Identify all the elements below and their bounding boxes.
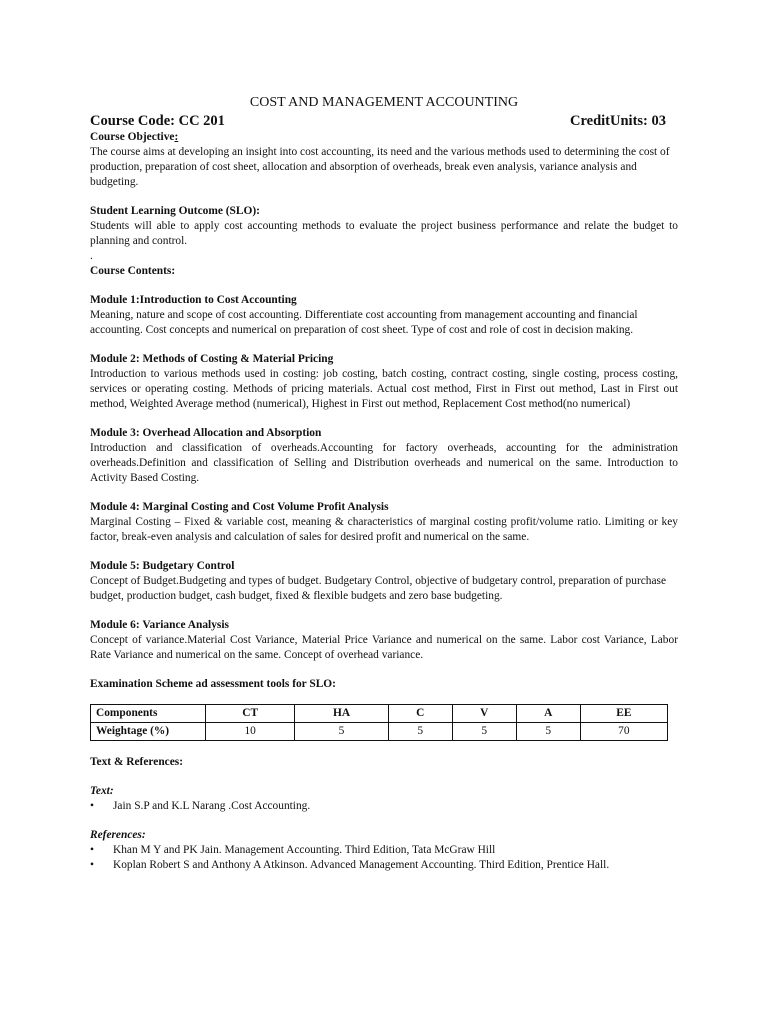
- list-item-text: Jain S.P and K.L Narang .Cost Accounting.: [113, 800, 311, 812]
- objective-heading-text: Course Objective: [90, 131, 175, 143]
- objective-heading: [90, 130, 678, 145]
- module-6-text: Concept of variance.Material Cost Variance, Material Price Variance and numerical on the same. Labor cost Variance, Labor Rate Variance and numerical on the same. Concept of overhead variance.: [90, 634, 678, 661]
- module-1-heading: Module 1:Introduction to Cost Accounting: [90, 294, 297, 306]
- text-heading: Text:: [90, 785, 114, 797]
- bullet-icon: •: [90, 844, 94, 856]
- references-section-heading: Text & References:: [90, 756, 183, 768]
- column-header: A: [516, 705, 580, 723]
- module-4-text: Marginal Costing – Fixed & variable cost, meaning & characteristics of marginal costing profit/volume ratio. Limiting or key factor, break-even analysis and calculation of sales for desired profit and numerical on the same.: [90, 516, 678, 543]
- bullet-icon: •: [90, 800, 94, 812]
- module-5-heading: Module 5: Budgetary Control: [90, 560, 235, 572]
- module-2-text: Introduction to various methods used in costing: job costing, batch costing, contract costing, single costing, process costing, services or operating costing. Methods of pricing materials. Actual cost method, First in First out method, Last in First out method, Weighted Average method (numerical), Highest in First out method, Replacement Cost method(no numerical): [90, 368, 678, 410]
- spacer: [90, 604, 678, 618]
- slo-text: Students will able to apply cost accounting methods to evaluate the project business performance and relate the budget to planning and control.: [90, 220, 678, 247]
- weight-cell: 70: [580, 723, 667, 741]
- course-contents-heading: Course Contents:: [90, 265, 176, 277]
- credit-units: CreditUnits: 03: [570, 113, 666, 129]
- weightage-label: Weightage (%): [91, 723, 206, 741]
- spacer: [90, 814, 678, 828]
- column-header: HA: [295, 705, 388, 723]
- references-heading: References:: [90, 829, 146, 841]
- column-header: EE: [580, 705, 667, 723]
- spacer: [90, 663, 678, 677]
- list-item-text: Koplan Robert S and Anthony A Atkinson. Advanced Management Accounting. Third Edition, Prentice Hall.: [113, 859, 610, 871]
- text-list: [90, 799, 678, 814]
- exam-table: [90, 704, 668, 741]
- spacer: [90, 338, 678, 352]
- slo-heading: Student Learning Outcome (SLO):: [90, 205, 260, 217]
- column-header: CT: [206, 705, 295, 723]
- spacer: [90, 741, 678, 755]
- module-4-heading: Module 4: Marginal Costing and Cost Volume Profit Analysis: [90, 501, 389, 513]
- document-content: [90, 95, 678, 873]
- weight-cell: 5: [516, 723, 580, 741]
- components-label: Components: [91, 705, 206, 723]
- list-item: [90, 843, 678, 858]
- weight-cell: 5: [295, 723, 388, 741]
- weight-cell: 5: [388, 723, 452, 741]
- spacer: [90, 279, 678, 293]
- course-header-row: [90, 112, 678, 130]
- page-title: COST AND MANAGEMENT ACCOUNTING: [249, 95, 519, 110]
- course-code: Course Code: CC 201: [90, 113, 225, 129]
- spacer: [90, 190, 678, 204]
- module-5-text: Concept of Budget.Budgeting and types of budget. Budgetary Control, objective of budgetary control, preparation of purchase budget, production budget, cash budget, fixed & flexible budgets and zero base budgeting.: [90, 575, 667, 602]
- references-list: [90, 843, 678, 873]
- stray-dot: .: [90, 250, 93, 262]
- weight-cell: 5: [452, 723, 516, 741]
- spacer: [90, 486, 678, 500]
- column-header: C: [388, 705, 452, 723]
- module-1-text: Meaning, nature and scope of cost accounting. Differentiate cost accounting from management accounting and financial accounting. Cost concepts and numerical on preparation of cost sheet. Type of cost and role of cost in decision making.: [90, 309, 638, 336]
- table-row: [91, 705, 668, 723]
- exam-heading: Examination Scheme ad assessment tools for SLO:: [90, 678, 336, 690]
- list-item-text: Khan M Y and PK Jain. Management Accounting. Third Edition, Tata McGraw Hill: [113, 844, 496, 856]
- module-2-heading: Module 2: Methods of Costing & Material Pricing: [90, 353, 334, 365]
- bullet-icon: •: [90, 859, 94, 871]
- spacer: [90, 412, 678, 426]
- module-3-heading: Module 3: Overhead Allocation and Absorption: [90, 427, 322, 439]
- list-item: [90, 799, 678, 814]
- table-row: [91, 723, 668, 741]
- spacer: [90, 770, 678, 784]
- spacer: [90, 545, 678, 559]
- objective-heading-colon: :: [174, 131, 179, 143]
- weight-cell: 10: [206, 723, 295, 741]
- list-item: [90, 858, 678, 873]
- module-6-heading: Module 6: Variance Analysis: [90, 619, 229, 631]
- module-3-text: Introduction and classification of overheads.Accounting for factory overheads, accounting for the administration overheads.Definition and classification of Selling and Distribution overheads and numerical on the same. Introduction to Activity Based Costing.: [90, 442, 678, 484]
- objective-text: The course aims at developing an insight into cost accounting, its need and the various methods used to determining the cost of production, preparation of cost sheet, allocation and absorption of overheads, break even analysis, variance analysis and budgeting.: [90, 146, 670, 188]
- column-header: V: [452, 705, 516, 723]
